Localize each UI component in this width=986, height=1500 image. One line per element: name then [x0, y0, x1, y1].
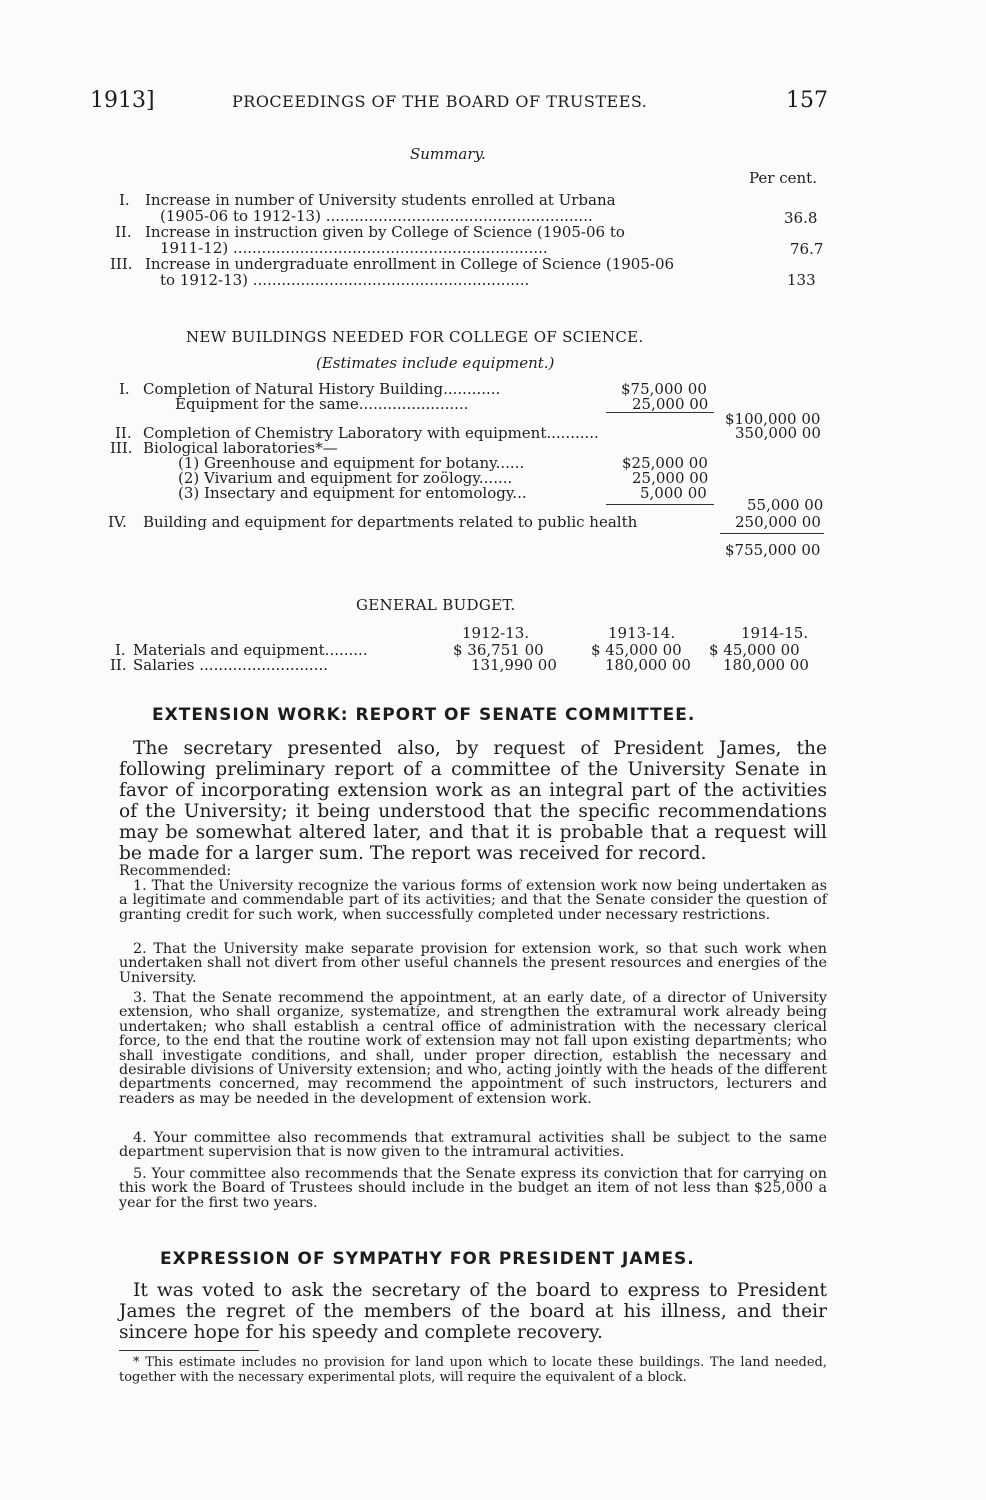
- budget-value: 131,990 00: [471, 656, 557, 674]
- recommendation-item: 1. That the University recognize the various forms of extension work now being undertaken as a legitimate and commendable part of its activities; and that the Senate consider the question of granting credit for such work, when successfully completed under necessary restrictions.: [119, 878, 827, 923]
- running-head-year: 1913]: [90, 88, 155, 113]
- budget-num: I.: [115, 641, 126, 659]
- budget-value: $ 45,000 00: [591, 641, 682, 659]
- building-num: IV.: [108, 513, 127, 531]
- budget-year: 1912-13.: [462, 624, 530, 642]
- building-total: $100,000 00: [725, 410, 821, 428]
- budget-value: $ 36,751 00: [453, 641, 544, 659]
- building-amount: 25,000 00: [632, 395, 709, 413]
- running-head-title: PROCEEDINGS OF THE BOARD OF TRUSTEES.: [232, 92, 648, 111]
- summary-item-num: I.: [119, 191, 130, 209]
- summary-item-line: 1911-12) ..................................................................: [160, 239, 548, 257]
- building-amount: $75,000 00: [621, 380, 707, 398]
- building-num: I.: [119, 380, 130, 398]
- page-number: 157: [786, 88, 828, 113]
- budget-value: $ 45,000 00: [709, 641, 800, 659]
- building-label: (2) Vivarium and equipment for zoölogy.......: [178, 469, 513, 487]
- summary-item-line: to 1912-13) ..........................................................: [160, 271, 530, 289]
- budget-label: Materials and equipment.........: [133, 641, 368, 659]
- summary-item-line: (1905-06 to 1912-13) ........................................................: [160, 207, 593, 225]
- subtotal-rule: [606, 412, 714, 413]
- budget-title: GENERAL BUDGET.: [356, 596, 516, 614]
- total-rule: [720, 533, 824, 534]
- summary-item-percent: 36.8: [784, 209, 818, 227]
- summary-item-line: Increase in number of University students enrolled at Urbana: [145, 191, 616, 209]
- building-label: (1) Greenhouse and equipment for botany......: [178, 454, 525, 472]
- building-total: 55,000 00: [747, 496, 824, 514]
- summary-item-line: Increase in undergraduate enrollment in College of Science (1905-06: [145, 255, 675, 273]
- budget-year: 1914-15.: [741, 624, 809, 642]
- summary-title: Summary.: [410, 145, 486, 163]
- summary-item-num: II.: [115, 223, 132, 241]
- recommendation-item: 2. That the University make separate provision for extension work, so that such work when undertaken shall not divert from other useful channels the present resources and energies of the University.: [119, 941, 827, 986]
- building-label: Biological laboratories*—: [143, 439, 338, 457]
- budget-value: 180,000 00: [723, 656, 809, 674]
- recommendation-item: 4. Your committee also recommends that extramural activities shall be subject to the same department supervision that is now given to the intramural activities.: [119, 1130, 827, 1161]
- recommendation-item: 3. That the Senate recommend the appointment, at an early date, of a director of University extension, who shall organize, systematize, and strengthen the extramural work already being undertaken; who shall establish a central office of administration with the necessary clerical force, to the end that the routine work of extension may not fall upon existing departments; who shall investigate conditions, and shall, under proper direction, establish the necessary and desirable divisions of University extension; and who, acting jointly with the heads of the different departments concerned, may recommend the appointment of such instructors, lecturers and readers as may be needed in the development of extension work.: [119, 990, 827, 1107]
- recommended-label: Recommended:: [119, 863, 232, 879]
- summary-item-line: Increase in instruction given by College of Science (1905-06 to: [145, 223, 625, 241]
- building-num: II.: [115, 424, 132, 442]
- budget-num: II.: [110, 656, 127, 674]
- building-num: III.: [110, 439, 133, 457]
- building-total: 250,000 00: [735, 513, 821, 531]
- budget-label: Salaries ...........................: [133, 656, 329, 674]
- building-label: Completion of Natural History Building............: [143, 380, 501, 398]
- building-amount: $25,000 00: [622, 454, 708, 472]
- recommendation-item: 5. Your committee also recommends that the Senate express its conviction that for carrying on this work the Board of Trustees should include in the budget an item of not less than $25,000 a year for the first two years.: [119, 1166, 827, 1211]
- footnote: * This estimate includes no provision for land upon which to locate these buildings. The land needed, together with the necessary experimental plots, will require the equivalent of a block.: [119, 1355, 827, 1385]
- sympathy-heading: EXPRESSION OF SYMPATHY FOR PRESIDENT JAMES.: [160, 1249, 695, 1269]
- building-label: Equipment for the same.......................: [175, 395, 469, 413]
- percent-header: Per cent.: [749, 169, 817, 187]
- subtotal-rule: [606, 504, 714, 505]
- summary-item-percent: 76.7: [790, 240, 824, 258]
- building-label: Completion of Chemistry Laboratory with equipment...........: [143, 424, 599, 442]
- footnote-rule: [119, 1350, 259, 1351]
- extension-heading: EXTENSION WORK: REPORT OF SENATE COMMITTEE.: [152, 705, 696, 725]
- grand-total: $755,000 00: [725, 541, 821, 559]
- sympathy-paragraph: It was voted to ask the secretary of the board to express to President James the regret of the members of the board at his illness, and their sincere hope for his speedy and complete recovery.: [119, 1280, 827, 1343]
- budget-year: 1913-14.: [608, 624, 676, 642]
- new-buildings-title: NEW BUILDINGS NEEDED FOR COLLEGE OF SCIENCE.: [186, 328, 644, 346]
- summary-item-num: III.: [110, 255, 133, 273]
- building-amount: 5,000 00: [640, 484, 707, 502]
- extension-paragraph: The secretary presented also, by request of President James, the following preliminary report of a committee of the University Senate in favor of incorporating extension work as an integral part of the activities of the University; it being understood that the specific recommendations may be somewhat altered later, and that it is probable that a request will be made for a larger sum. The report was received for record.: [119, 738, 827, 864]
- summary-item-percent: 133: [787, 271, 816, 289]
- budget-value: 180,000 00: [605, 656, 691, 674]
- building-label: (3) Insectary and equipment for entomology...: [178, 484, 527, 502]
- building-amount: 25,000 00: [632, 469, 709, 487]
- new-buildings-subtitle: (Estimates include equipment.): [316, 354, 555, 372]
- building-total: 350,000 00: [735, 424, 821, 442]
- building-label: Building and equipment for departments related to public health: [143, 513, 638, 531]
